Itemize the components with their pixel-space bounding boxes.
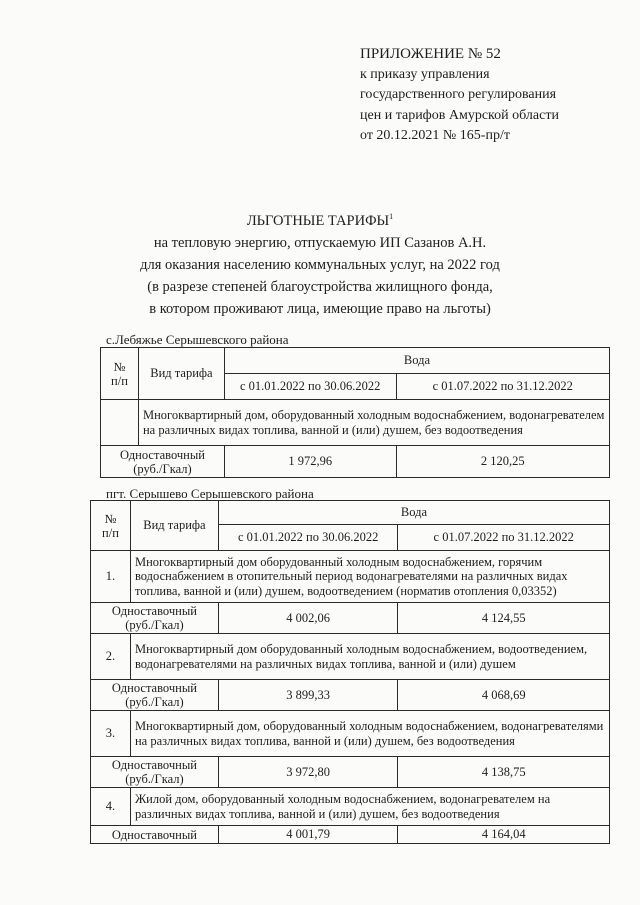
- header-num: № п/п: [101, 348, 139, 400]
- tariff-label: Одноставочный (руб./Гкал): [91, 680, 219, 711]
- tariff-table-section2: [90, 500, 610, 844]
- header-period-2: с 01.07.2022 по 31.12.2022: [396, 374, 610, 400]
- heading-line: для оказания населению коммунальных услуг, на 2022 год: [140, 256, 500, 273]
- section-location: с.Лебяжье Серышевского района: [106, 332, 289, 347]
- row-num: 1.: [91, 551, 131, 603]
- header-period-1: с 01.01.2022 по 30.06.2022: [224, 374, 396, 400]
- heading-line: в котором проживают лица, имеющие право на льготы): [149, 300, 491, 317]
- tariff-label: Одноставочный (руб./Гкал): [91, 757, 219, 788]
- heading-line: на тепловую энергию, отпускаемую ИП Сазанов А.Н.: [153, 234, 487, 251]
- tariff-label: Одноставочный (руб./Гкал): [91, 603, 219, 634]
- appendix-block: [360, 44, 559, 147]
- appendix-line: цен и тарифов Амурской области: [360, 107, 559, 123]
- appendix-title: ПРИЛОЖЕНИЕ № 52: [360, 46, 501, 62]
- tariff-label: Одноставочный: [91, 826, 219, 844]
- row-num: 4.: [91, 788, 131, 826]
- tariff-value-period-2: 4 124,55: [398, 603, 610, 634]
- footnote-mark: 1: [389, 212, 394, 221]
- tariff-value-period-2: 4 068,69: [398, 680, 610, 711]
- tariff-value-period-1: 4 002,06: [218, 603, 398, 634]
- row-num: 2.: [91, 634, 131, 680]
- section-location: пгт. Серышево Серышевского района: [106, 486, 314, 501]
- header-water: Вода: [224, 348, 609, 374]
- tariff-value-period-1: 3 972,80: [218, 757, 398, 788]
- tariff-value-period-2: 4 164,04: [398, 826, 610, 844]
- tariff-table-section1: [100, 347, 610, 478]
- header-tariff-type: Вид тарифа: [138, 348, 224, 400]
- row-description: Многоквартирный дом, оборудованный холодным водоснабжением, водонагревателями на различных видах топлива, ванной и (или) душем, без водоотведения: [130, 711, 609, 757]
- appendix-line: к приказу управления: [360, 66, 490, 82]
- row-description: Многоквартирный дом, оборудованный холодным водоснабжением, водонагревателем на различных видах топлива, ванной и (или) душем, без водоотведения: [138, 400, 609, 446]
- row-description: Многоквартирный дом оборудованный холодным водоснабжением, горячим водоснабжением в отопительный период водонагревателями на различных видах топлива, ванной и (или) душем, водоотведением (норматив отопления 0,03352): [130, 551, 609, 603]
- row-num: [101, 400, 139, 446]
- row-num: 3.: [91, 711, 131, 757]
- tariff-value-period-2: 2 120,25: [396, 446, 610, 478]
- document-title-text: ЛЬГОТНЫЕ ТАРИФЫ: [246, 212, 390, 229]
- tariff-value-period-2: 4 138,75: [398, 757, 610, 788]
- header-period-2: с 01.07.2022 по 31.12.2022: [398, 525, 610, 551]
- tariff-label: Одноставочный (руб./Гкал): [101, 446, 225, 478]
- header-water: Вода: [218, 501, 609, 525]
- row-description: Жилой дом, оборудованный холодным водоснабжением, водонагревателем на различных видах топлива, ванной и (или) душем, без водоотведения: [130, 788, 609, 826]
- document-title: [60, 206, 580, 232]
- header-num: № п/п: [91, 501, 131, 551]
- row-description: Многоквартирный дом оборудованный холодным водоснабжением, водоотведением, водонагревателями на различных видах топлива, ванной и (или) душем: [130, 634, 609, 680]
- appendix-line: государственного регулирования: [360, 87, 557, 102]
- tariff-value-period-1: 4 001,79: [218, 826, 398, 844]
- tariff-value-period-1: 1 972,96: [224, 446, 396, 478]
- document-heading: [60, 206, 580, 320]
- heading-line: (в разрезе степеней благоустройства жилищного фонда,: [147, 278, 493, 295]
- header-tariff-type: Вид тарифа: [130, 501, 218, 551]
- tariff-value-period-1: 3 899,33: [218, 680, 398, 711]
- appendix-line: от 20.12.2021 № 165-пр/т: [360, 128, 510, 143]
- header-period-1: с 01.01.2022 по 30.06.2022: [218, 525, 398, 551]
